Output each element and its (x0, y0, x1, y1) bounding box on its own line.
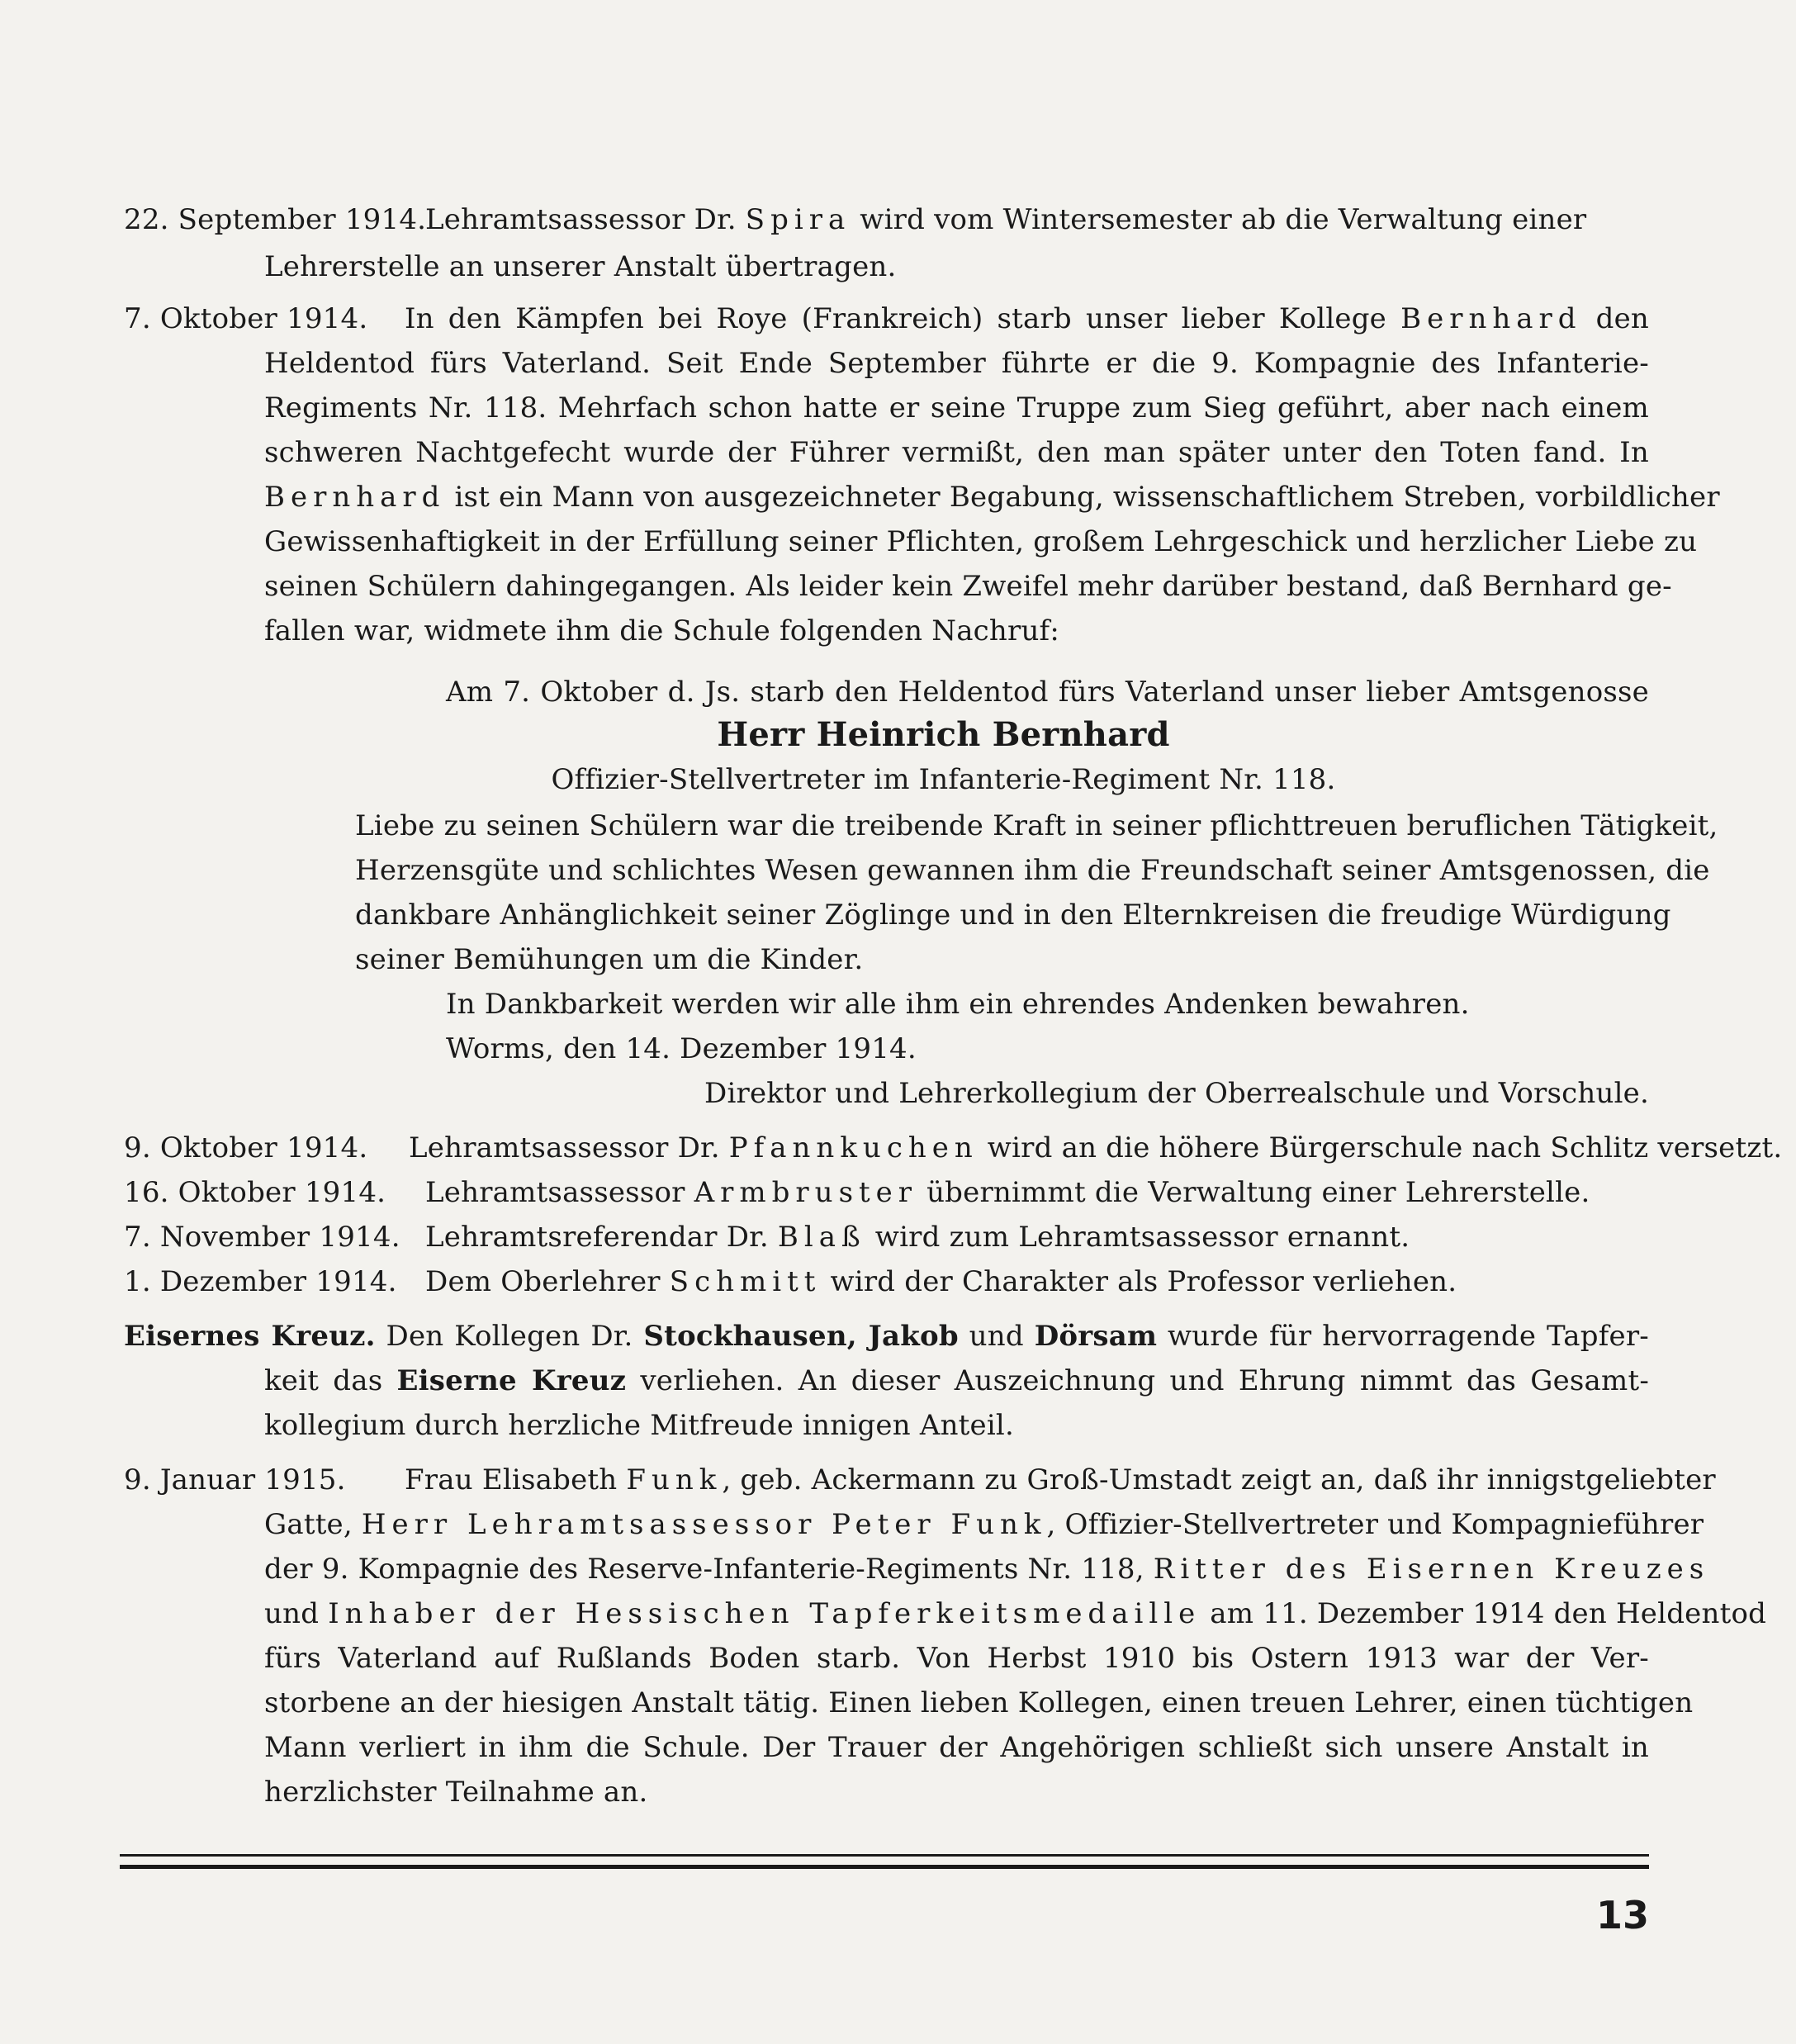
entry-text-line: der 9. Kompagnie des Reserve-Infanterie-Regiments Nr. 118, Ritter des Eisernen Kreuzes (264, 1553, 1710, 1586)
obituary-line: Liebe zu seinen Schülern war die treibende Kraft in seiner pflichttreuen beruflichen Tätigkeit, (355, 809, 1718, 842)
iron-cross-line: Eisernes Kreuz. Den Kollegen Dr. Stockhausen, Jakob und Dörsam wurde für hervorragende Tapfer- (124, 1320, 1649, 1353)
person-name: Herr Lehramtsassessor Peter Funk (361, 1508, 1047, 1541)
obituary-place-date: Worms, den 14. Dezember 1914. (446, 1032, 917, 1065)
entry-text-line: Frau Elisabeth Funk, geb. Ackermann zu Groß-Umstadt zeigt an, daß ihr innigstgeliebter (405, 1463, 1716, 1496)
entry-text-line: Lehramtsassessor Dr. Spira wird vom Wintersemester ab die Verwaltung einer (425, 203, 1587, 236)
entry-text-line: Bernhard ist ein Mann von ausgezeichneter Begabung, wissenschaftlichem Streben, vorbildlicher (264, 481, 1720, 514)
footer-rule-thin (120, 1854, 1649, 1857)
entry-date: 22. September 1914. (124, 203, 427, 236)
obituary-line: seiner Bemühungen um die Kinder. (355, 943, 864, 976)
person-name: Armbruster (694, 1176, 918, 1209)
person-name: Schmitt (669, 1265, 822, 1298)
iron-cross-heading: Eisernes Kreuz. (124, 1320, 376, 1353)
obituary-line: dankbare Anhänglichkeit seiner Zöglinge und in den Elternkreisen die freudige Würdigung (355, 899, 1671, 932)
obituary-line: Am 7. Oktober d. Js. starb den Heldentod fürs Vaterland unser lieber Amtsgenosse (446, 676, 1649, 709)
entry-date: 9. Oktober 1914. (124, 1131, 368, 1164)
entry-text-line: Dem Oberlehrer Schmitt wird der Charakter als Professor verliehen. (425, 1265, 1457, 1298)
entry-text-line: fallen war, widmete ihm die Schule folgenden Nachruf: (264, 614, 1059, 647)
obituary-line: In Dankbarkeit werden wir alle ihm ein ehrendes Andenken bewahren. (446, 988, 1470, 1021)
entry-text-line: Lehramtsassessor Armbruster übernimmt die Verwaltung einer Lehrerstelle. (425, 1176, 1590, 1209)
entry-date: 9. Januar 1915. (124, 1463, 346, 1496)
entry-text-line: In den Kämpfen bei Roye (Frankreich) starb unser lieber Kollege Bernhard den (405, 302, 1650, 335)
entry-date: 16. Oktober 1914. (124, 1176, 386, 1209)
person-name: Blaß (777, 1221, 866, 1254)
person-name: Stockhausen, Jakob (643, 1320, 959, 1353)
entry-date: 7. Oktober 1914. (124, 302, 368, 335)
person-name: Bernhard (1400, 302, 1582, 335)
footer-rule-thick (120, 1865, 1649, 1869)
entry-text-line: herzlichster Teilnahme an. (264, 1776, 648, 1809)
entry-text-line: fürs Vaterland auf Rußlands Boden starb. Von Herbst 1910 bis Ostern 1913 war der Ver- (264, 1642, 1649, 1675)
person-name: Pfannkuchen (728, 1131, 979, 1164)
obituary-signature: Direktor und Lehrerkollegium der Oberrealschule und Vorschule. (704, 1077, 1649, 1110)
obituary-line: Herzensgüte und schlichtes Wesen gewannen ihm die Freundschaft seiner Amtsgenossen, die (355, 854, 1710, 887)
entry-text-line: Heldentod fürs Vaterland. Seit Ende September führte er die 9. Kompagnie des Infanterie- (264, 347, 1649, 380)
person-name: Spira (745, 203, 851, 236)
entry-text-line: Gatte, Herr Lehramtsassessor Peter Funk, Offizier-Stellvertreter und Kompagnieführer (264, 1508, 1704, 1541)
entry-text-line: Mann verliert in ihm die Schule. Der Trauer der Angehörigen schließt sich unsere Anstalt in (264, 1731, 1649, 1764)
iron-cross-line: keit das Eiserne Kreuz verliehen. An dieser Auszeichnung und Ehrung nimmt das Gesamt- (264, 1364, 1650, 1397)
page-number: 13 (1595, 1893, 1649, 1937)
entry-date: 7. November 1914. (124, 1221, 400, 1254)
entry-text-line: Gewissenhaftigkeit in der Erfüllung seiner Pflichten, großem Lehrgeschick und herzlicher Liebe zu (264, 525, 1698, 558)
person-name: Funk (626, 1463, 723, 1496)
person-name: Dörsam (1034, 1320, 1158, 1353)
entry-text-line: schweren Nachtgefecht wurde der Führer vermißt, den man später unter den Toten fand. In (264, 436, 1649, 469)
entry-text-line: Regiments Nr. 118. Mehrfach schon hatte er seine Truppe zum Sieg geführt, aber nach einem (264, 391, 1649, 424)
entry-text-line: Lehramtsassessor Dr. Pfannkuchen wird an die höhere Bürgerschule nach Schlitz versetzt. (409, 1131, 1783, 1164)
iron-cross-line: kollegium durch herzliche Mitfreude innigen Anteil. (264, 1409, 1015, 1442)
entry-text-line: Lehramtsreferendar Dr. Blaß wird zum Lehramtsassessor ernannt. (425, 1221, 1410, 1254)
entry-text-line: Lehrerstelle an unserer Anstalt übertragen. (264, 250, 897, 283)
entry-text-line: seinen Schülern dahingegangen. Als leider kein Zweifel mehr darüber bestand, daß Bernhard ge- (264, 570, 1672, 603)
person-name: Bernhard (264, 481, 446, 514)
obituary-rank: Offizier-Stellvertreter im Infanterie-Regiment Nr. 118. (551, 763, 1336, 796)
entry-text-line: und Inhaber der Hessischen Tapferkeitsmedaille am 11. Dezember 1914 den Heldentod (264, 1597, 1767, 1630)
entry-text-line: storbene an der hiesigen Anstalt tätig. Einen lieben Kollegen, einen treuen Lehrer, einen tüchtigen (264, 1686, 1694, 1719)
obituary-name: Herr Heinrich Bernhard (717, 715, 1170, 754)
entry-date: 1. Dezember 1914. (124, 1265, 397, 1298)
